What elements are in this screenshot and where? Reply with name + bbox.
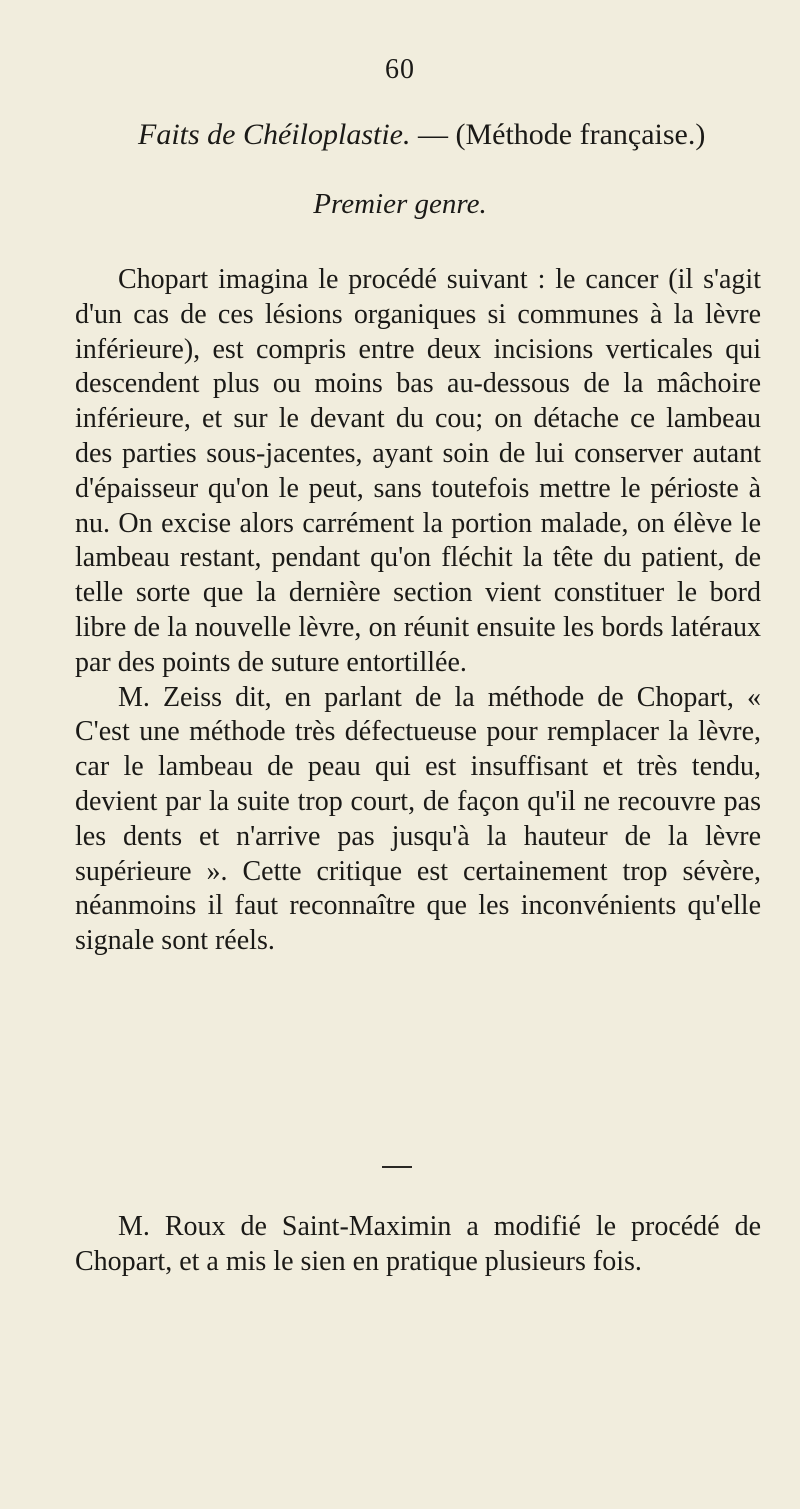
main-text [75,263,761,959]
page-number: 60 [385,54,415,85]
subsection-title: Premier genre. [313,188,487,220]
paragraph-chopart-procedure: Chopart imagina le procédé suivant : le cancer (il s'agit d'un cas de ces lésions organiques si communes à la lèvre inférieure), est compris entre deux incisions verticales qui descendent plus ou moins bas au-dessous de la mâchoire inférieure, et sur le devant du cou; on détache ce lambeau des parties sous-jacentes, ayant soin de lui conserver autant d'épaisseur qu'on le peut, sans toutefois mettre le périoste à nu. On excise alors carrément la portion malade, on élève le lambeau restant, pendant qu'on fléchit la tête du patient, de telle sorte que la dernière section vient constituer le bord libre de la nouvelle lèvre, on réunit ensuite les bords latéraux par des points de suture entortillée. [75,264,761,678]
section-title [138,118,705,152]
section-title-italic: Faits de Chéiloplastie. [138,118,411,151]
paragraph-zeiss-critique: M. Zeiss dit, en parlant de la méthode de Chopart, « C'est une méthode très défectueuse pour remplacer la lèvre, car le lambeau de peau qui est insuffisant et très tendu, devient par la suite trop court, de façon qu'il ne recouvre pas les dents et n'arrive pas jusqu'à la hauteur de la lèvre supérieure ». Cette critique est certainement trop sévère, néanmoins il faut reconnaître que les inconvénients qu'elle signale sont réels. [75,681,761,957]
section-title-dash: — [417,118,448,151]
paragraph-roux-modification: M. Roux de Saint-Maximin a modifié le procédé de Chopart, et a mis le sien en pratique plusieurs fois. [75,1211,761,1277]
closing-text [75,1210,761,1280]
section-title-method: (Méthode française.) [455,118,706,151]
section-separator [382,1166,412,1168]
